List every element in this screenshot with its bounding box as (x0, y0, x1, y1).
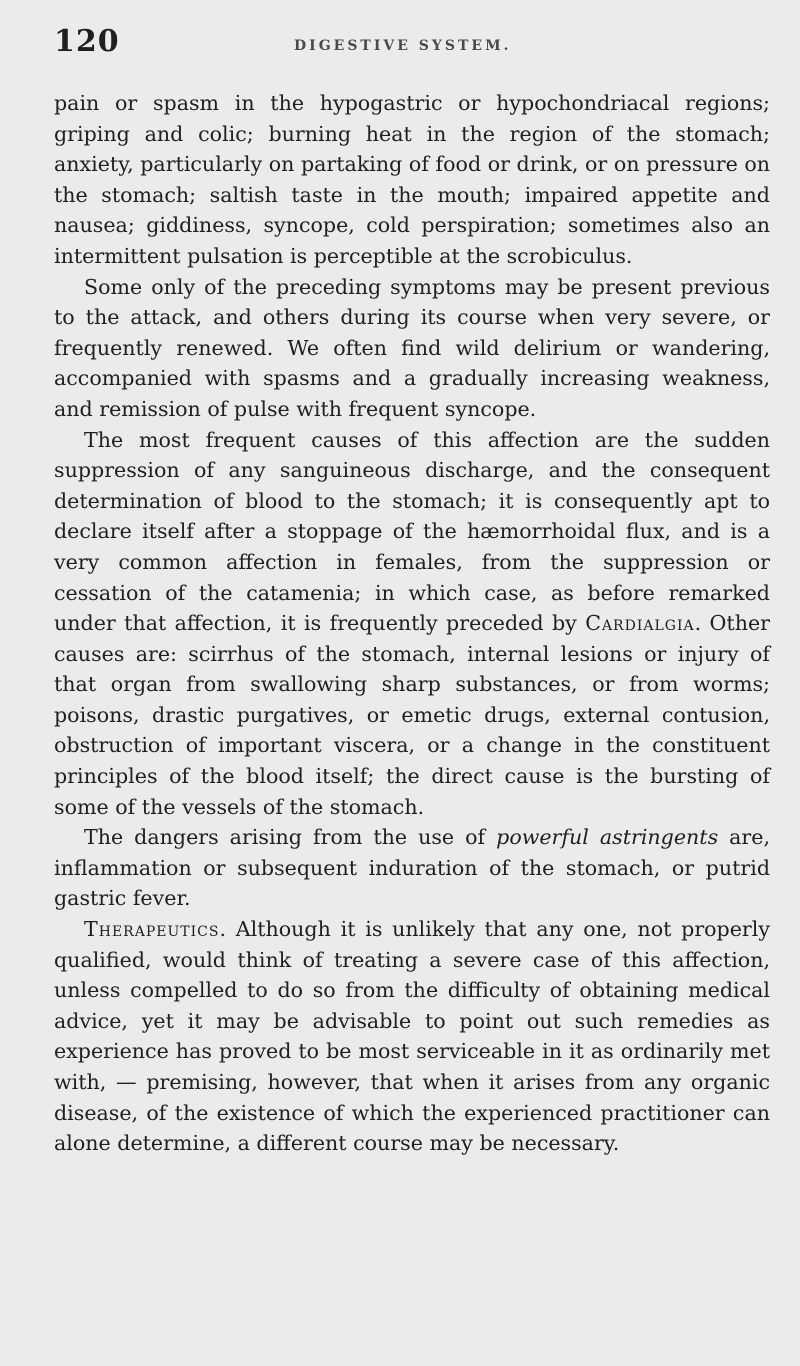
paragraph-text: . Although it is unlikely that any one, not properly qualified, would think of treating a severe case of this affection, unless compelled to do so from the difficulty of obtaining medical advice, yet it may be advisable to point out such remedies as experience has proved to be most serviceable in it as ordinarily met with, — premising, however, that when it arises from any organic disease, of the existence of which the experienced practitioner can alone determine, a different course may be necessary. (54, 917, 770, 1156)
powerful-astringents-emphasis: powerful astringents (496, 825, 719, 850)
paragraph-symptoms (54, 88, 770, 272)
body-text (54, 88, 770, 1159)
page-number: 120 (54, 24, 120, 59)
therapeutics-heading: Therapeutics (84, 917, 220, 942)
cardialgia-reference: Cardialgia (585, 611, 695, 636)
paragraph-text: The dangers arising from the use of (84, 825, 497, 850)
paragraph-text: . Other causes are: scirrhus of the stomach, internal lesions or injury of that organ from swallowing sharp substances, or from worms; poisons, drastic purgatives, or emetic drugs, external contusion, obstruction of important viscera, or a change in the constituent principles of the blood itself; the direct cause is the bursting of some of the vessels of the stomach. (54, 611, 771, 819)
paragraph-therapeutics (54, 914, 770, 1159)
running-title: DIGESTIVE SYSTEM. (294, 38, 512, 54)
paragraph-causes (54, 425, 770, 823)
paragraph-text: pain or spasm in the hypogastric or hypochondriacal regions; griping and colic; burning heat in the region of the stomach; anxiety, particularly on partaking of food or drink, or on pressure on the stomach; saltish taste in the mouth; impaired appetite and nausea; giddiness, syncope, cold perspiration; sometimes also an intermittent pulsation is perceptible at the scrobiculus. (54, 91, 770, 268)
paragraph-text: The most frequent causes of this affection are the sudden suppression of any sanguineous discharge, and the consequent determination of blood to the stomach; it is consequently apt to declare itself after a stoppage of the hæmorrhoidal flux, and is a very common affection in females, from the suppression or cessation of the catamenia; in which case, as before remarked under that affection, it is frequently preceded by (54, 427, 770, 636)
paragraph-text: are, inflammation or subsequent induration of the stomach, or putrid gastric fever. (54, 825, 771, 911)
paragraph-preceding-symptoms (54, 272, 770, 425)
paragraph-dangers (54, 822, 770, 914)
page-header (54, 24, 760, 64)
paragraph-text: Some only of the preceding symptoms may be present previous to the attack, and others during its course when very severe, or frequently renewed. We often find wild delirium or wandering, accompanied with spasms and a gradually increasing weakness, and remission of pulse with frequent syncope. (54, 274, 770, 421)
